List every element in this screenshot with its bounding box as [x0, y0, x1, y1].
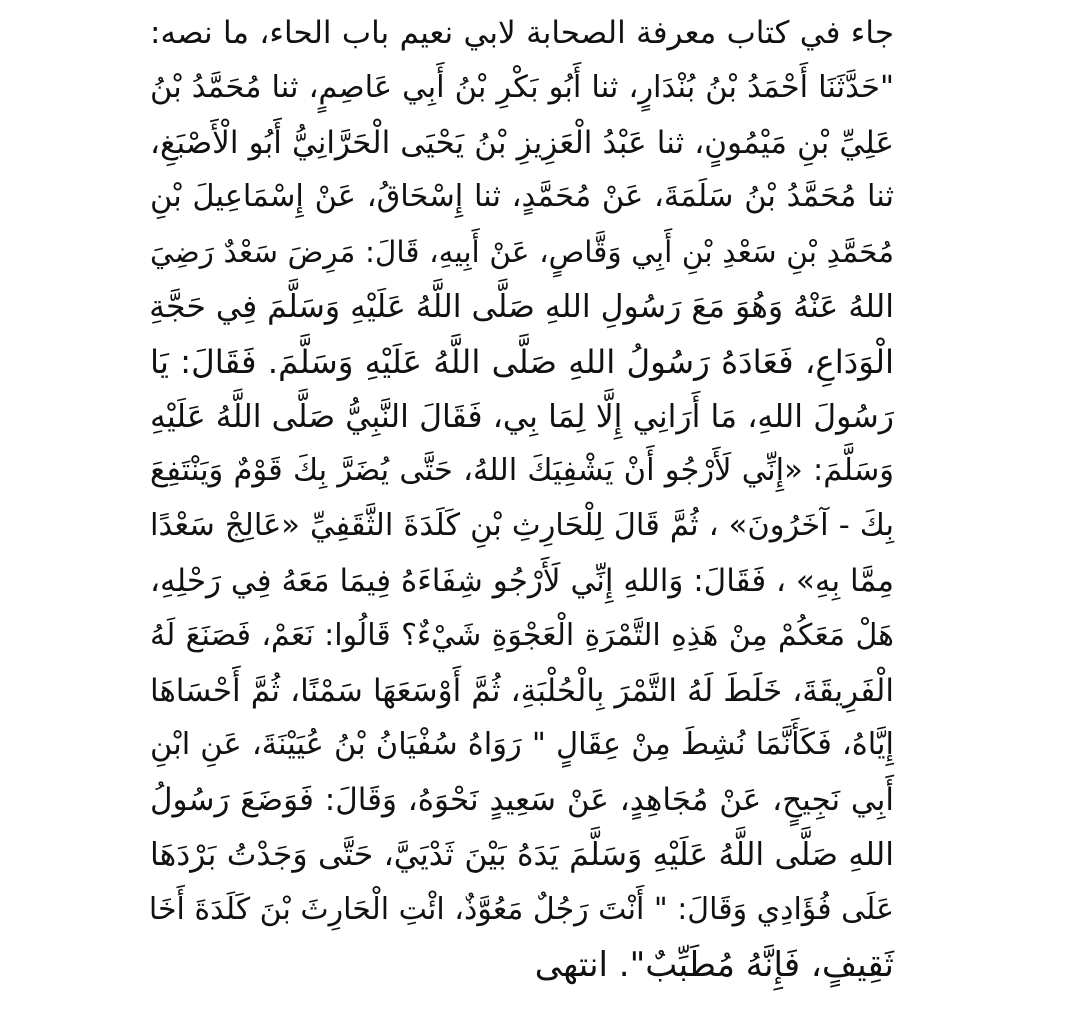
- text-line-intro: جاء في كتاب معرفة الصحابة لابي نعيم باب الحاء، ما نصه:: [150, 15, 894, 51]
- text-line: مِمَّا بِهِ» ، فَقَالَ: وَاللهِ إِنِّي لَأَرْجُو شِفَاءَهُ فِيمَا مَعَهُ فِي رَحْلِهِ،: [150, 562, 894, 599]
- text-line: اللهُ عَنْهُ وَهُوَ مَعَ رَسُولِ اللهِ صَلَّى اللَّهُ عَلَيْهِ وَسَلَّمَ فِي حَجَّةِ: [149, 288, 894, 325]
- text-line: هَلْ مَعَكُمْ مِنْ هَذِهِ التَّمْرَةِ الْعَجْوَةِ شَيْءٌ؟ قَالُوا: نَعَمْ، فَصَنَعَ لَهُ: [150, 617, 894, 653]
- text-line-final: ثَقِيفٍ، فَإِنَّهُ مُطَبِّبٌ". انتهى: [534, 944, 894, 985]
- text-line: رَسُولَ اللهِ، مَا أَرَانِي إِلَّا لِمَا بِي، فَقَالَ النَّبِيُّ صَلَّى اللَّهُ عَلَيْهِ: [150, 398, 894, 435]
- text-line: عَلِيِّ بْنِ مَيْمُونٍ، ثنا عَبْدُ الْعَزِيزِ بْنُ يَحْيَى الْحَرَّانِيُّ أَبُو الْأَصْبَغِ،: [150, 124, 894, 161]
- hadith-text-block: [150, 6, 894, 992]
- text-line: ثنا مُحَمَّدُ بْنُ سَلَمَةَ، عَنْ مُحَمَّدٍ، ثنا إِسْحَاقُ، عَنْ إِسْمَاعِيلَ بْنِ: [150, 179, 894, 215]
- text-line: عَلَى فُؤَادِي وَقَالَ: " أَنْتَ رَجُلٌ مَعُوَّذٌ، ائْتِ الْحَارِثَ بْنَ كَلَدَةَ أَخَا: [148, 891, 894, 927]
- text-line: اللهِ صَلَّى اللَّهُ عَلَيْهِ وَسَلَّمَ يَدَهُ بَيْنَ ثَدْيَيَّ، حَتَّى وَجَدْتُ بَرْدَهَا: [150, 836, 894, 873]
- text-line: بِكَ - آخَرُونَ» ، ثُمَّ قَالَ لِلْحَارِثِ بْنِ كَلَدَةَ الثَّقَفِيِّ «عَالِجْ سَعْدًا: [150, 508, 894, 544]
- text-line: وَسَلَّمَ: «إِنِّي لَأَرْجُو أَنْ يَشْفِيَكَ اللهُ، حَتَّى يُضَرَّ بِكَ قَوْمٌ وَيَنْتَفِعَ: [150, 453, 894, 489]
- text-line: "حَدَّثَنَا أَحْمَدُ بْنُ بُنْدَارٍ، ثنا أَبُو بَكْرِ بْنُ أَبِي عَاصِمٍ، ثنا مُحَمَّدُ بْنُ: [150, 69, 894, 105]
- text-line: أَبِي نَجِيحٍ، عَنْ مُجَاهِدٍ، عَنْ سَعِيدٍ نَحْوَهُ، وَقَالَ: فَوَضَعَ رَسُولُ: [150, 782, 894, 819]
- text-line: الْوَدَاعِ، فَعَادَهُ رَسُولُ اللهِ صَلَّى اللَّهُ عَلَيْهِ وَسَلَّمَ. فَقَالَ: يَا: [150, 342, 894, 381]
- text-line: مُحَمَّدِ بْنِ سَعْدِ بْنِ أَبِي وَقَّاصٍ، عَنْ أَبِيهِ، قَالَ: مَرِضَ سَعْدٌ رَضِيَ: [150, 235, 894, 270]
- text-line: إِيَّاهُ، فَكَأَنَّمَا نُشِطَ مِنْ عِقَالٍ " رَوَاهُ سُفْيَانُ بْنُ عُيَيْنَةَ، عَنِ ابْنِ: [150, 727, 894, 763]
- text-line: الْفَرِيقَةَ، خَلَطَ لَهُ التَّمْرَ بِالْحُلْبَةِ، ثُمَّ أَوْسَعَهَا سَمْنًا، ثُمَّ أَحْسَاهَا: [150, 672, 894, 709]
